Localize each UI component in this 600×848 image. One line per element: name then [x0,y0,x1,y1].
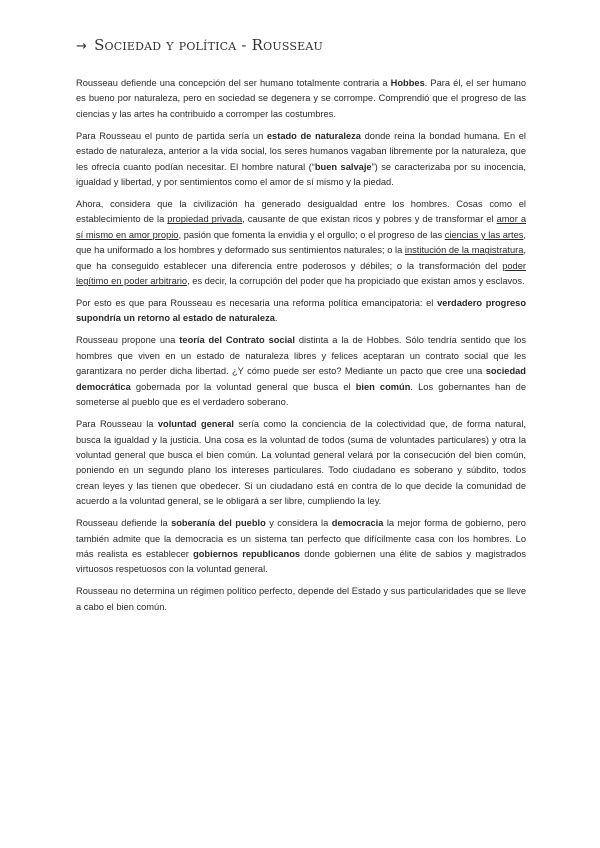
text-run: Para Rousseau el punto de partida sería un [76,130,267,141]
text-run: Rousseau no determina un régimen político perfecto, depende del Estado y sus particularidades que se lleve a cabo el bien común. [76,586,526,612]
page-title-text: Sociedad y política - Rousseau [94,36,323,54]
bold-term: teoría del Contrato social [179,335,295,346]
text-run: Ahora, considera que la civilización ha generado desigualdad entre los hombres. Cosas como el establecimiento de la [76,199,526,225]
underlined-term: ciencias y las artes [444,229,524,240]
text-run: sería como la conciencia de la colectividad que, de forma natural, busca la igualdad y la justicia. Una cosa es la voluntad de todos (suma de voluntades particulares) y otra la voluntad general que busca el bien común. La voluntad general velará por la consecución del bien común, poniendo en un segundo plano los intereses particulares. Todo ciudadano es soberano y súbdito, todos crean leyes y las tienen que obedecer. Si un ciudadano está en contra de lo que decide la comunidad de acuerdo a la voluntad general, se le obligará a ser libre, cumpliendo la ley. [76,419,527,507]
bold-term: gobiernos republicanos [193,548,301,559]
paragraph [76,76,526,122]
text-run: , que ha uniformado a los hombres y deformado sus sentimientos naturales; o la [76,229,526,256]
page-title [76,36,526,54]
bold-term: sociedad democrática [76,366,526,392]
text-run: Rousseau propone una [76,335,180,346]
bold-term: democracia [331,518,384,529]
paragraph [76,296,526,327]
text-run: Por esto es que para Rousseau es necesaria una reforma política emancipatoria: el [76,298,438,309]
paragraph [76,417,526,509]
paragraph [76,584,526,615]
bold-term: voluntad general [157,419,235,430]
paragraph [76,197,526,289]
text-run: la mejor forma de gobierno, pero también admite que la democracia es un sistema tan perfecto que difícilmente casa con los hombres. Lo más realista es establecer [76,518,526,559]
text-run: , es decir, la corrupción del poder que ha propiciado que existan amos y esclavos. [187,276,525,287]
text-run: donde gobiernen una élite de sabios y magistrados virtuosos respetuosos con la voluntad general. [76,548,527,575]
text-run: y considera la [265,518,332,529]
text-run: Rousseau defiende una concepción del ser humano totalmente contraria a [76,78,391,88]
text-run: . [274,313,278,324]
text-run: Rousseau defiende la [76,518,172,529]
text-run: Para Rousseau la [76,419,158,430]
text-run: , pasión que fomenta la envidia y el orgullo; o el progreso de las [178,229,445,240]
text-run: gobernada por la voluntad general que busca el [130,381,356,392]
bold-term: buen salvaje [314,161,372,172]
text-run: . Para él, el ser humano es bueno por naturaleza, pero en sociedad se degenera y se corrompe. Comprendió que el progreso de las ciencias y las artes ha contribuido a corromper las costumbres. [76,78,526,119]
underlined-term: institución de la magistratura [404,245,524,256]
paragraph [76,333,526,410]
bold-term: Hobbes [390,78,425,88]
text-run: donde reina la bondad humana. En el estado de naturaleza, anterior a la vida social, los seres humanos vagaban libremente por la naturaleza, que les ofrecía cuanto podían necesitar. El hombre natural (“ [76,130,527,172]
underlined-term: poder legítimo en poder arbitrario [76,260,526,287]
bold-term: bien común [355,381,411,392]
text-run: , que ha conseguido establecer una diferencia entre poderosos y débiles; o la transformación del [76,245,527,271]
text-run: distinta a la de Hobbes. Sólo tendría sentido que los hombres que viven en un estado de naturaleza libres y felices aceptaran un contrato social que les garantizara no perder dicha libertad. ¿Y cómo puede ser esto? Mediante un pacto que cree una [76,335,527,377]
text-run: ”) se caracterizaba por su inocencia, igualdad y libertad, y por sentimientos como el amor de sí mismo y la piedad. [76,161,527,188]
text-run: . Los gobernantes han de someterse al pueblo que es el verdadero soberano. [76,381,526,408]
bold-term: soberanía del pueblo [171,518,266,529]
paragraph [76,129,526,191]
bold-term: verdadero progreso supondría un retorno al estado de naturaleza [76,298,526,324]
document-body [76,76,526,615]
underlined-term: amor a sí mismo en amor propio [76,214,527,240]
arrow-icon: → [76,39,88,54]
bold-term: estado de naturaleza [266,130,361,141]
text-run: , causante de que existan ricos y pobres y de transformar el [242,214,497,225]
paragraph [76,516,526,578]
underlined-term: propiedad privada [167,214,243,225]
